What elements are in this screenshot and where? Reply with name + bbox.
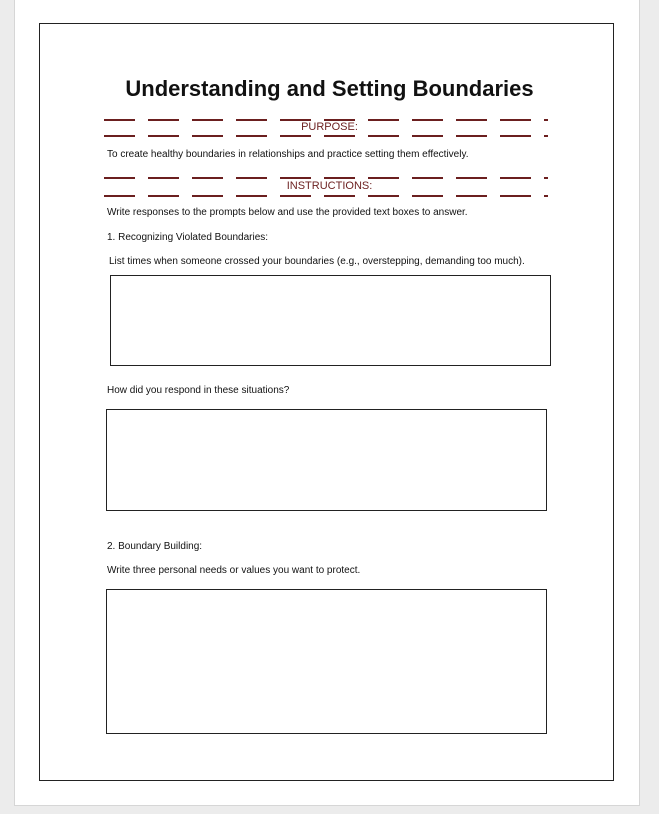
purpose-text: To create healthy boundaries in relationships and practice setting them effectively.: [107, 149, 469, 160]
purpose-divider-bottom: [104, 135, 548, 137]
purpose-label: [0, 121, 659, 133]
answer-box-violated-boundaries[interactable]: [110, 275, 551, 366]
instructions-text: Write responses to the prompts below and use the provided text boxes to answer.: [107, 207, 468, 218]
answer-box-personal-needs[interactable]: [106, 589, 547, 734]
answer-box-response[interactable]: [106, 409, 547, 511]
page-title: Understanding and Setting Boundaries: [125, 76, 534, 101]
section1-prompt1: List times when someone crossed your boundaries (e.g., overstepping, demanding too much).: [109, 256, 525, 267]
section2-prompt1: Write three personal needs or values you want to protect.: [107, 565, 361, 576]
instructions-label: [0, 180, 659, 192]
instructions-divider-top: [104, 177, 548, 179]
instructions-label-text: INSTRUCTIONS:: [283, 180, 377, 192]
section1-prompt2: How did you respond in these situations?: [107, 385, 290, 396]
purpose-label-text: PURPOSE:: [297, 121, 362, 133]
section2-heading: 2. Boundary Building:: [107, 541, 203, 552]
section1-heading: 1. Recognizing Violated Boundaries:: [107, 232, 269, 243]
instructions-divider-bottom: [104, 195, 548, 197]
